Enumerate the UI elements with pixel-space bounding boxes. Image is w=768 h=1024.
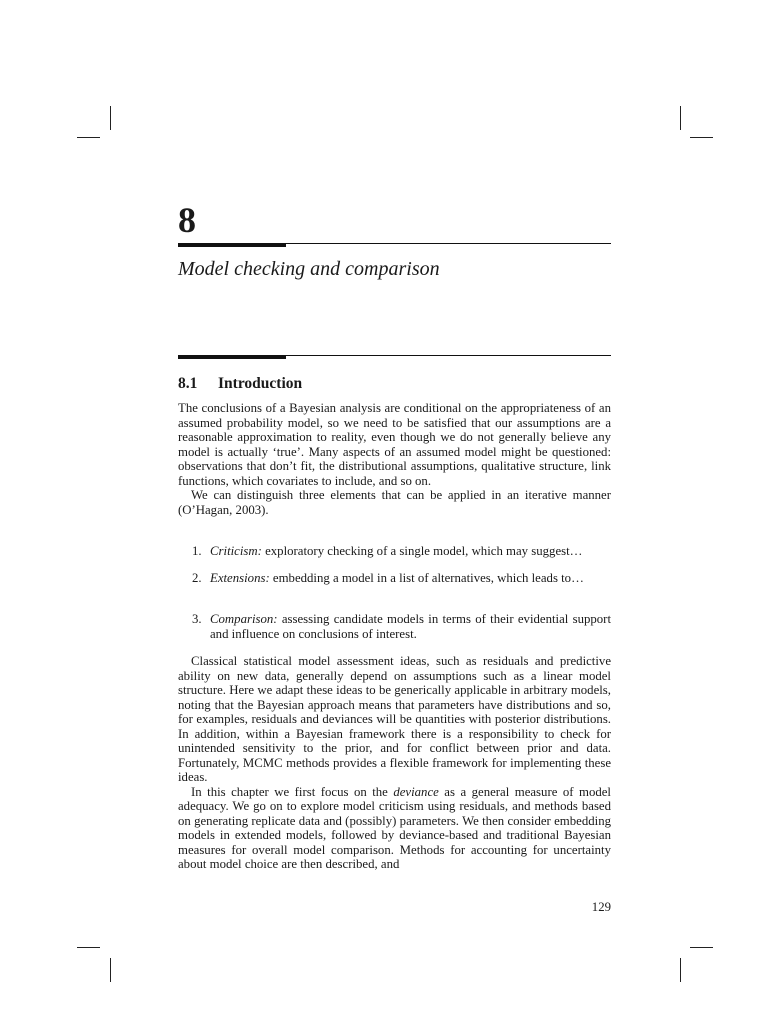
list-item-description: embedding a model in a list of alternatives, which leads to…	[269, 571, 584, 585]
crop-mark	[690, 947, 713, 948]
intro-text	[178, 401, 611, 517]
list-item-text	[210, 612, 611, 641]
crop-mark	[110, 958, 111, 982]
paragraph: The conclusions of a Bayesian analysis are conditional on the appropriateness of an assumed probability model, so we need to be satisfied that our assumptions are a reasonable approximation to reality, even though we do not generally believe any model is actually ‘true’. Many aspects of an assumed model might be questioned: observations that don’t fit, the distributional assumptions, qualitative structure, link functions, which covariates to include, and so on.	[178, 401, 611, 488]
chapter-rule-bottom-accent	[178, 355, 286, 359]
list-item-term: Extensions:	[210, 571, 270, 585]
crop-mark	[690, 137, 713, 138]
section-number: 8.1	[178, 375, 198, 392]
section-title: Introduction	[218, 375, 303, 392]
paragraph: We can distinguish three elements that can be applied in an iterative manner (O’Hagan, 2003).	[178, 488, 611, 517]
crop-mark	[680, 958, 681, 982]
paragraph: Classical statistical model assessment ideas, such as residuals and predictive ability on new data, generally depend on assumptions such as a linear model structure. Here we adapt these ideas to be generically applicable in arbitrary models, noting that the Bayesian approach means that parameters have distributions and so, for examples, residuals and deviances will be quantities with posterior distributions. In addition, within a Bayesian framework there is a responsibility to check for unintended sensitivity to the prior, and for conflict between prior and data. Fortunately, MCMC methods provides a flexible framework for implementing these ideas.	[178, 654, 611, 784]
page-number: 129	[591, 900, 611, 914]
list-item-term: Criticism:	[210, 544, 262, 558]
section-heading	[178, 374, 302, 394]
list-item-text	[210, 571, 611, 586]
list-item-number: 1.	[192, 544, 202, 558]
list-item-number: 2.	[192, 571, 202, 585]
chapter-number: 8	[178, 200, 196, 240]
list-item-term: Comparison:	[210, 612, 278, 626]
crop-mark	[680, 106, 681, 130]
body-text	[178, 654, 611, 872]
list-item-number: 3.	[192, 612, 202, 626]
chapter-title: Model checking and comparison	[178, 258, 440, 280]
paragraph	[178, 785, 611, 872]
crop-mark	[110, 106, 111, 130]
list-item-text	[210, 544, 611, 559]
chapter-rule-top-accent	[178, 243, 286, 247]
list-item-description: exploratory checking of a single model, which may suggest…	[261, 544, 583, 558]
crop-mark	[77, 137, 100, 138]
paragraph-segment: as a general measure of model adequacy. We go on to explore model criticism using residuals, and methods based on generating replicate data and (possibly) parameters. We then consider embedding models in extended models, followed by deviance-based and traditional Bayesian measures for overall model comparison. Methods for accounting for uncertainty about model choice are then described, and	[178, 784, 611, 871]
emphasis-term: deviance	[393, 784, 439, 799]
list-item-description: assessing candidate models in terms of their evidential support and influence on conclusions of interest.	[210, 612, 611, 641]
paragraph-segment: In this chapter we first focus on the	[191, 784, 394, 799]
crop-mark	[77, 947, 100, 948]
